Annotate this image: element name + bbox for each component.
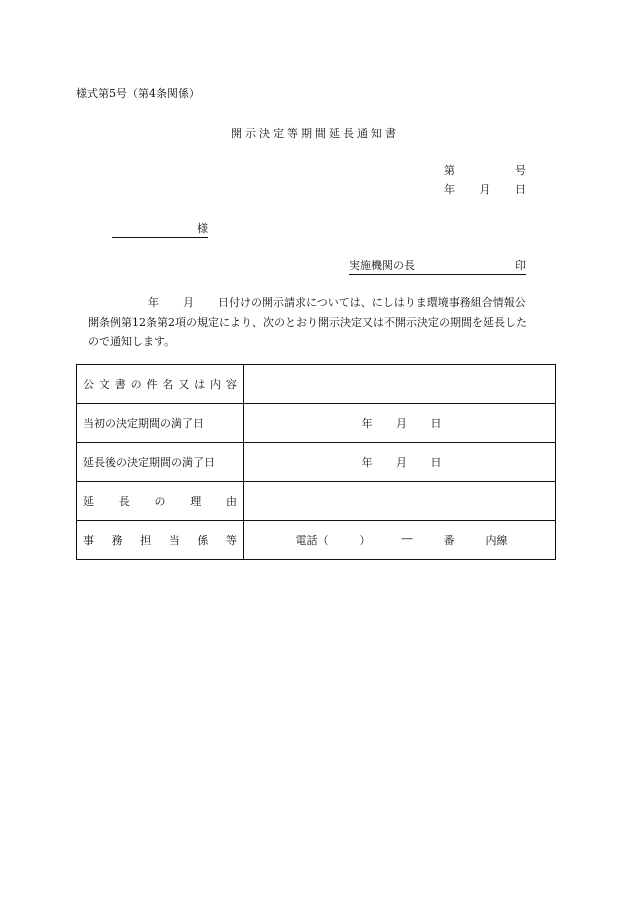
- label-char: の: [130, 378, 142, 391]
- label-char: 件: [146, 378, 158, 391]
- extension-reason-label: [77, 482, 244, 521]
- original-deadline-label: [77, 404, 244, 443]
- label-char: 当初の決定期間の満了日: [83, 417, 204, 430]
- label-char: 名: [162, 378, 174, 391]
- label-char: 文: [98, 378, 110, 391]
- label-char: の: [154, 495, 166, 508]
- extended-deadline-date: [362, 454, 442, 470]
- label-char: 担: [140, 534, 152, 547]
- table-row: [77, 404, 556, 443]
- label-char: 書: [114, 378, 126, 391]
- document-name-label: [77, 365, 244, 404]
- notice-details-table: [76, 364, 556, 560]
- label-char: 内: [210, 378, 221, 391]
- document-name-value: [244, 365, 556, 404]
- label-char: 延長後の決定期間の満了日: [83, 456, 215, 469]
- form-number: 様式第5号（第4条関係）: [76, 87, 200, 100]
- addressee-line: [112, 220, 208, 238]
- number-prefix: 第: [444, 164, 455, 177]
- extended-deadline-value: [244, 443, 556, 482]
- date-year-label: 年: [361, 456, 373, 469]
- label-char: 容: [225, 378, 237, 391]
- seal-mark: 印: [515, 259, 526, 272]
- date-day-label: 日: [430, 417, 442, 430]
- issue-year-label: 年: [444, 183, 455, 196]
- body-line-2: 開条例第12条第2項の規定により、次のとおり開示決定又は不開示決定の期間を延長した: [88, 315, 527, 329]
- issue-day-label: 日: [515, 183, 526, 196]
- original-deadline-date: [362, 415, 442, 431]
- label-char: 係: [197, 534, 209, 547]
- document-number-row: [444, 162, 526, 178]
- date-year-label: 年: [361, 417, 373, 430]
- date-month-label: 月: [396, 456, 407, 469]
- phone-close-paren: ）: [359, 534, 371, 547]
- date-day-label: 日: [430, 456, 442, 469]
- addressee-honorific: 様: [197, 222, 208, 235]
- phone-label: 電話（: [295, 534, 329, 547]
- label-char: 又: [178, 378, 190, 391]
- notice-body: [88, 293, 558, 352]
- body-line-1-text: 日付けの開示請求については、にしはりま環境事務組合情報公: [218, 296, 526, 309]
- body-line-1: [88, 293, 558, 313]
- label-char: 長: [118, 495, 130, 508]
- number-suffix: 号: [515, 164, 526, 177]
- extended-deadline-label: [77, 443, 244, 482]
- contact-office-value: [244, 521, 556, 560]
- contact-office-label: [77, 521, 244, 560]
- table-row: [77, 443, 556, 482]
- phone-dash: ―: [401, 532, 413, 545]
- body-line-3: ので通知します。: [88, 335, 176, 348]
- document-title: 開示決定等期間延長通知書: [231, 127, 399, 140]
- issue-date-row: [444, 181, 526, 197]
- label-char: 当: [168, 534, 180, 547]
- label-char: 延: [83, 495, 94, 508]
- date-month-label: 月: [396, 417, 407, 430]
- body-month-label: 月: [183, 296, 194, 309]
- table-row: [77, 482, 556, 521]
- issue-month-label: 月: [479, 183, 491, 196]
- table-row: [77, 521, 556, 560]
- body-year-label: 年: [148, 296, 159, 309]
- table-row: [77, 365, 556, 404]
- label-char: 公: [83, 378, 94, 391]
- phone-extension-label: 内線: [485, 534, 508, 547]
- extension-reason-value: [244, 482, 556, 521]
- label-char: 理: [190, 495, 202, 508]
- phone-field: [296, 532, 508, 548]
- sender-name: 実施機関の長: [349, 259, 415, 272]
- label-char: は: [194, 378, 206, 391]
- sender-line: [349, 257, 526, 275]
- label-char: 由: [226, 495, 237, 508]
- label-char: 務: [111, 534, 123, 547]
- label-char: 事: [83, 534, 94, 547]
- label-char: 等: [225, 534, 237, 547]
- phone-ban-label: 番: [443, 534, 455, 547]
- original-deadline-value: [244, 404, 556, 443]
